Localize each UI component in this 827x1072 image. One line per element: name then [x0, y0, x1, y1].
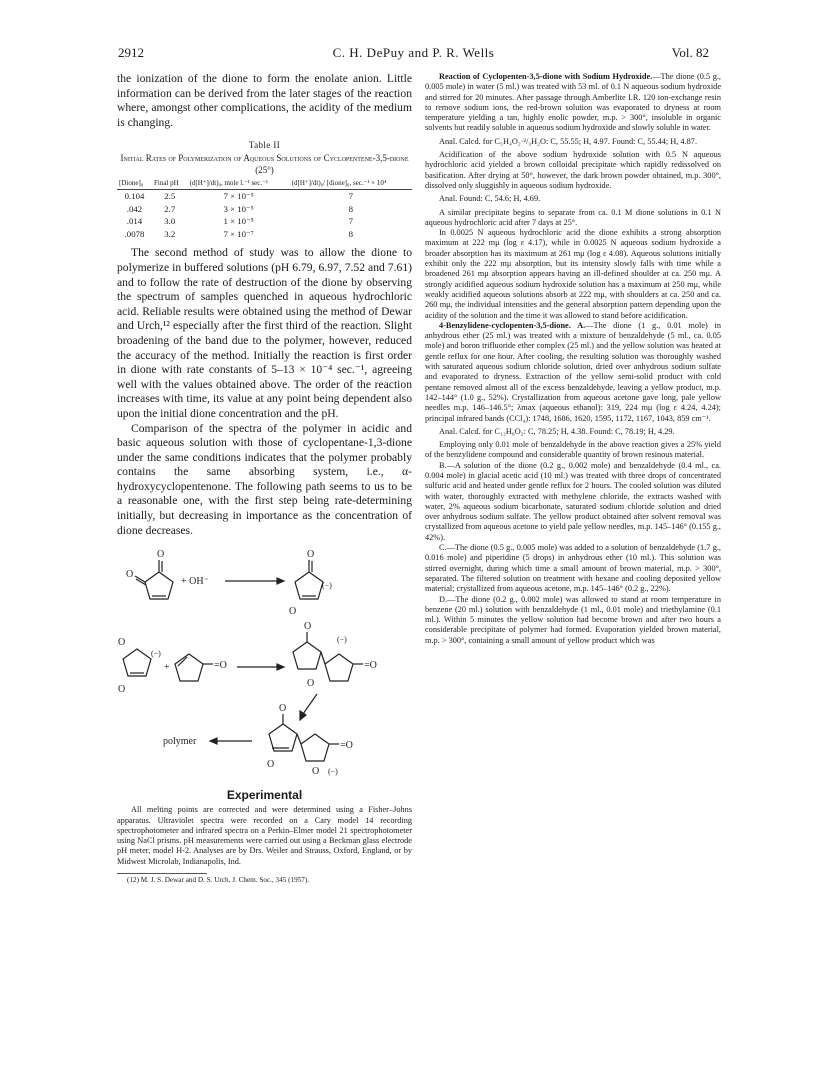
table-cell: .014 [126, 216, 143, 227]
table-header: Final pH [152, 179, 188, 190]
oxygen-label: O [118, 684, 126, 696]
table-cell: 7 × 10⁻⁵ [223, 191, 254, 202]
table-cell: 0.104 [124, 191, 145, 202]
table-row [117, 190, 412, 203]
reaction-scheme-diagram [117, 544, 412, 784]
table-row [117, 203, 412, 216]
oxygen-label: O [126, 569, 134, 581]
running-head-authors: C. H. DePuy and P. R. Wells [332, 45, 495, 60]
oxygen-label: O [279, 703, 287, 715]
page-number: 2912 [118, 45, 144, 60]
oxygen-label: O [307, 549, 315, 561]
oxygen-label: O [304, 621, 312, 633]
table-cell: 3.0 [164, 216, 176, 227]
charge-label: (−) [328, 767, 338, 777]
table-cell: 8 [348, 228, 354, 239]
oxygen-label: O [312, 766, 320, 778]
arrow-head [300, 711, 306, 720]
table-cell: .0078 [124, 228, 145, 239]
paragraph-spectra-comparison: Comparison of the spectra of the polymer in acidic and basic aqueous solution with those of cyclopentane-1,3-dione under the same conditions indicates that the polymer probably contains the same absorbing system, i.e., α-hydroxycyclopentenone. The following path seems to us to be a reasonable one, with the first step being rate-determining initially, but decreasing in importance as the concentration of dione decreases. [117, 421, 412, 537]
hydroxide-label: + OH⁻ [181, 576, 209, 588]
experimental-heading: Experimental [226, 788, 303, 803]
oxygen-label: =O [340, 740, 353, 752]
paragraph-buffered-study: The second method of study was to allow the dione to polymerize in buffered solutions (pH 6.79, 6.97, 7.52 and 7.61) and to follow the rate of destruction of the dione by observing the spectrum of samples quenched in aqueous hydrochloric acid. Reliable results were obtained using the method of Dewar and Urch,¹² especially after the first third of the reaction. Slight broadening of the band due to the polymer, however, reduced the accuracy of the method. Initially the reaction is first order in dione with rate constants of 5–13 × 10⁻⁴ sec.⁻¹, agreeing well with the values obtained above. The order of the reaction increases with time, its value at any point being dependent also upon the initial dione concentration and the pH. [117, 246, 412, 420]
table-cell: 8 [348, 203, 354, 214]
right-column [425, 72, 721, 646]
table-cell: 7 [348, 191, 354, 202]
rates-table [117, 179, 412, 240]
table-header-row [117, 179, 412, 190]
analysis-1: Anal. Calcd. for C₅H₄O₂·²/₃H₂O: C, 55.55; H, 4.97. Found: C, 55.44; H, 4.87. [439, 136, 698, 146]
table-cell: 3 × 10⁻⁵ [223, 203, 254, 214]
benzaldehyde-yield-paragraph: Employing only 0.01 mole of benzaldehyde in the above reaction gives a 25% yield of the benzylidene compound and considerable quantity of brown resinous material. [425, 440, 721, 460]
charge-label: (−) [151, 649, 161, 659]
experimental-paragraph: All melting points are corrected and were determined using a Fisher–Johns apparatus. Ultraviolet spectra were recorded on a Cary model 14 recording spectrophotometer and infrared spectra on a Perkin–Elmer model 21 spectrophotometer using NaCl prisms. pH measurements were carried out using a Beckman glass electrode pH meter, model H-2. Analyses are by Drs. Weiler and Strauss, Oxford, England, or by Midwest Microlab, Indianapolis, Ind. [117, 805, 412, 866]
charge-label: (−) [322, 581, 332, 591]
arrow-head [277, 664, 284, 670]
naoh-reaction-title: Reaction of Cyclopenten-3,5-dione with Sodium Hydroxide. [439, 72, 653, 81]
analysis-2: Anal. Found: C, 54.6; H, 4.69. [439, 194, 541, 204]
table-cell: 7 × 10⁻⁷ [223, 228, 254, 239]
method-d-paragraph: D.—The dione (0.2 g., 0.002 mole) was allowed to stand at room temperature in benzene (20 ml.) solution with benzaldehyde (1 ml., 0.01 mole) and triethylamine (0.1 ml.). Within 5 minutes the yellow solution had become brown and after two hours a considerable precipitate of polymer had formed. Evaporation yielded brown material, m.p. > 300°, containing a small amount of yellow product which was [425, 594, 721, 645]
volume-label: Vol. 82 [671, 45, 709, 60]
adduct-structure [293, 621, 377, 689]
charge-label: (−) [337, 635, 347, 645]
dione-reactant [175, 654, 227, 681]
benzylidene-title: 4-Benzylidene-cyclopenten-3,5-dione. A. [439, 320, 586, 330]
footnote: (12) M. J. S. Dewar and D. S. Urch, J. Chem. Soc., 345 (1957). [127, 876, 310, 885]
oxygen-label: O [307, 678, 315, 690]
enolate-reactant [118, 637, 161, 695]
oxygen-label: O [267, 759, 275, 771]
table-cell: 1 × 10⁻⁵ [223, 216, 254, 227]
precipitate-paragraph: A similar precipitate begins to separate from ca. 0.1 M dione solutions in 0.1 N aqueous hydrochloric acid after 7 days at 25°. [425, 207, 721, 227]
method-b-paragraph: B.—A solution of the dione (0.2 g., 0.002 mole) and benzaldehyde (0.4 ml., ca. 0.004 mole) in glacial acetic acid (10 ml.) was treated with three drops of concentrated sulfuric acid and heated under gentle reflux for 2 hours. The cooled solution was diluted with water, thoroughly extracted with methylene chloride, the extracts washed with water, 2% aqueous sodium bicarbonate, saturated sodium chloride solution and dried over anhydrous sodium sulfate. The yellow product obtained after solvent removal was crystallized from aqueous acetone to yield pale yellow needles, m.p. 145–146° (0.155 g., 42%). [425, 460, 721, 542]
dimer-structure [267, 703, 353, 777]
reaction-arrow [303, 694, 317, 714]
oxygen-label: =O [364, 660, 377, 672]
plus-sign: + [164, 662, 170, 674]
naoh-reaction-paragraph [425, 72, 721, 134]
arrow-head [277, 578, 284, 584]
table-caption: Initial Rates of Polymerization of Aqueous Solutions of Cyclopentene-3,5-dione (25°) [120, 153, 409, 176]
uv-absorption-paragraph: In 0.0025 N aqueous hydrochloric acid the dione exhibits a strong absorption maximum at 222 mμ (log ε 4.17), while in 0.0025 N aqueous sodium hydroxide a broader absorption has its maximum at 261 mμ (log ε 4.08). Aqueous solutions initially exhibit only the 222 mμ absorption, but its intensity slowly falls with time while a broadened 261 mμ absorption appears having an ill-defined shoulder at ca. 250 mμ. A strongly acidified aqueous sodium hydroxide solution has a maximum at 250 mμ, while weakly acidified aqueous solutions absorb at 222 mμ, with shoulders at ca. 250 and ca. 260 mμ, the individual intensities and the general absorption pattern depending upon the acidity of the solution and the time it was allowed to stand before acidification. [425, 228, 721, 320]
table-header: (d[H⁺]/dt)₀/ [dione]₀, sec.⁻¹ × 10⁴ [290, 179, 412, 190]
analysis-3: Anal. Calcd. for C₁₂H₈O₂: C, 78.25; H, 4.38. Found: C, 78.19; H, 4.29. [439, 426, 675, 436]
reaction-scheme [117, 544, 412, 784]
table-cell: 7 [348, 216, 354, 227]
benzylidene-paragraph [425, 321, 721, 424]
table-cell: 2.5 [164, 191, 176, 202]
dione-structure [126, 549, 173, 599]
oxygen-label: =O [214, 660, 227, 672]
oxygen-label: O [118, 637, 126, 649]
arrow-head [210, 738, 217, 744]
oxygen-label: O [157, 549, 165, 561]
table-row [117, 215, 412, 228]
oxygen-label: O [289, 606, 297, 618]
table-cell: 2.7 [164, 203, 176, 214]
acidification-paragraph: Acidification of the above sodium hydroxide solution with 0.5 N aqueous hydrochloric acid yielded a brown colloidal precipitate which rapidly redissolved on basification. After drying at 50°, however, the dark brown powder obtained, m.p. 300°, dissolved only sluggishly in aqueous sodium hydroxide. [425, 150, 721, 190]
method-c-paragraph: C.—The dione (0.5 g., 0.005 mole) was added to a solution of benzaldehyde (1.7 g., 0.016 mole) and piperidine (5 drops) in anhydrous ether (10 ml.). This solution was stirred overnight, during which time a small amount of brown material, m.p. > 300°, separated. The filtered solution on treatment with hexane and cooling deposited yellow material; crystallized from aqueous acetone, m.p. 145–146° (0.2 g., 22%). [425, 543, 721, 594]
table-cell: 3.2 [164, 228, 176, 239]
naoh-reaction-text: —The dione (0.5 g., 0.005 mole) in water (5 ml.) was treated with 53 ml. of 0.1 N aqueous sodium hydroxide and stirred for 20 minutes. After passage through Amberlite I.R. 120 ion-exchange resin to remove sodium ions, the red-brown solution was evaporated to dryness at room temperature yielding a tan, highly enolic powder, m.p. > 300°, insoluble in organic solvents but readily soluble in aqueous sodium hydroxide and slowly soluble in water. [425, 72, 721, 133]
polymer-label: polymer [163, 736, 197, 748]
table-row [117, 228, 412, 241]
left-column [117, 72, 412, 885]
footnote-divider [117, 873, 207, 874]
table-cell: .042 [126, 203, 143, 214]
benzylidene-text: —The dione (1 g., 0.01 mole) in anhydrous ether (25 ml.) was treated with a mixture of benzaldehyde (5 ml., ca. 0.05 mole) and boron trifluoride ether complex (25 ml.) and the yellow solution was heated at gentle reflux for one hour. After cooling, the resulting solution was thoroughly washed with saturated aqueous sodium chloride solution, dried over anhydrous sodium sulfate and evaporated to dryness. Extraction of the yellow semi-solid product with cold pentane removed almost all of the excess benzaldehyde, leaving a yellow product, m.p. 142–144° (1.0 g., 52%). Crystallization from aqueous acetone gave long, pale yellow needles m.p. 146–146.5°; λmax (aqueous ethanol): 319, 224 mμ (log ε 4.24, 4.24); principal infrared bands (CCl₄): 1748, 1686, 1620, 1595, 1172, 1167, 1043, 859 cm⁻¹. [425, 320, 722, 423]
page-header [118, 45, 709, 65]
enolate-structure [289, 549, 332, 617]
table-header: [Dione]₀ [117, 179, 152, 190]
intro-paragraph: the ionization of the dione to form the enolate anion. Little information can be derived from the later stages of the reaction where, amongst other complications, the acidity of the medium is changing. [117, 72, 412, 129]
table-label: Table II [248, 140, 281, 151]
table-header: (d[H⁺]/dt)₀, mole l.⁻¹ sec.⁻¹ [188, 179, 290, 190]
